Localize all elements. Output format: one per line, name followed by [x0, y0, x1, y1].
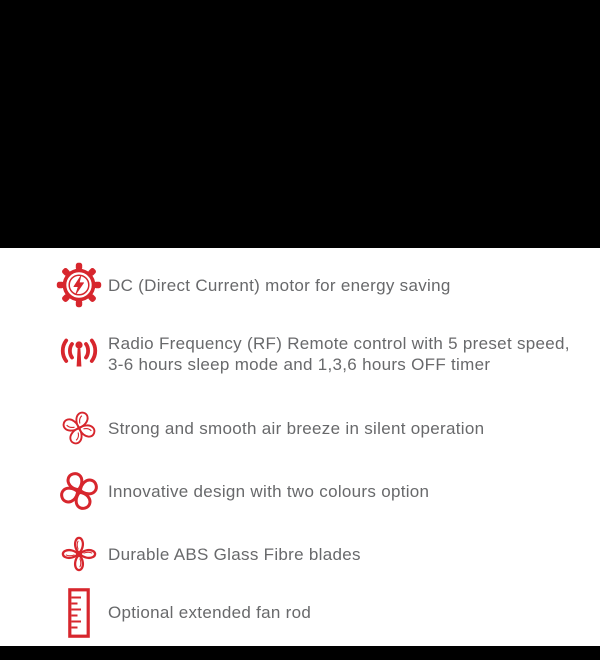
feature-text	[108, 418, 484, 439]
feature-line: Durable ABS Glass Fibre blades	[108, 544, 361, 564]
feature-line: 3-6 hours sleep mode and 1,3,6 hours OFF timer	[108, 354, 491, 374]
gear-lightning-icon	[56, 262, 102, 308]
feature-text	[108, 481, 429, 502]
feature-text	[108, 333, 570, 375]
feature-line: Strong and smooth air breeze in silent operation	[108, 418, 485, 438]
feature-line: Optional extended fan rod	[108, 603, 312, 622]
feature-line: Innovative design with two colours option	[108, 481, 430, 501]
feature-row-air-breeze	[56, 405, 484, 451]
feature-text	[108, 544, 361, 565]
feature-line: Radio Frequency (RF) Remote control with 5 preset speed,	[108, 333, 570, 353]
fan-design-icon	[56, 468, 102, 514]
feature-row-fan-rod	[56, 588, 311, 637]
bottom-black-band	[0, 646, 600, 660]
feature-row-rf-remote	[56, 331, 570, 376]
fan-blade-icon	[56, 531, 102, 577]
top-black-band	[0, 0, 600, 248]
fan-breeze-icon	[56, 405, 102, 451]
feature-text	[108, 602, 311, 623]
rf-remote-icon	[56, 331, 102, 376]
feature-text	[108, 275, 451, 296]
feature-row-two-colours	[56, 468, 429, 514]
ruler-icon	[56, 588, 102, 637]
feature-line: DC (Direct Current) motor for energy saving	[108, 275, 451, 295]
feature-row-dc-motor	[56, 262, 451, 308]
feature-row-abs-blades	[56, 531, 361, 577]
